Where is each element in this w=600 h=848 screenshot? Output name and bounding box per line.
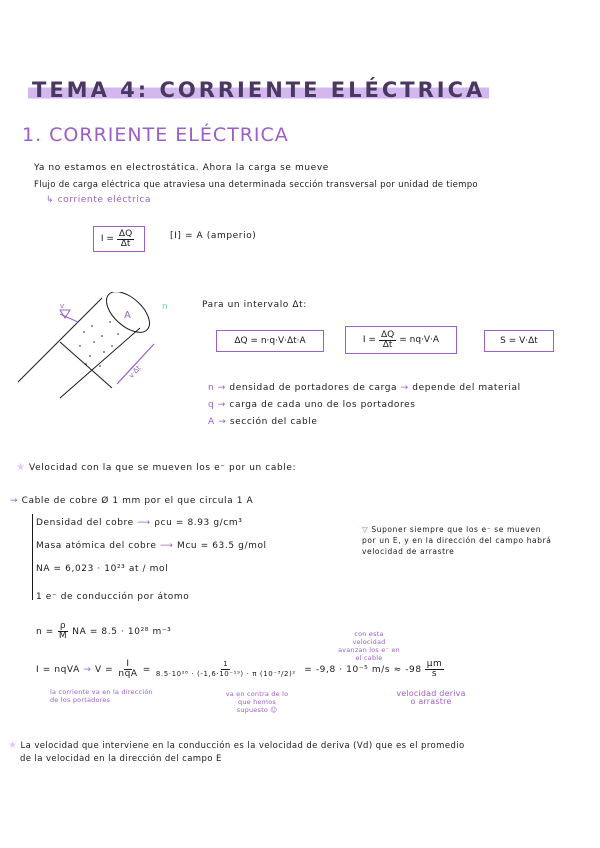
interval-heading: Para un intervalo Δt: <box>202 300 307 310</box>
intro-arrow-note: ↳ corriente eléctrica <box>46 195 152 205</box>
item-density: Densidad del cobre ⟶ ρcu = 8.93 g/cm³ <box>36 518 243 528</box>
n-formula-den: M <box>58 631 68 641</box>
velocity-heading-text: Velocidad con la que se mueven los e⁻ por un cable: <box>29 463 297 473</box>
section-title: 1. CORRIENTE ELÉCTRICA <box>22 124 289 146</box>
v-fraction <box>116 660 139 679</box>
legend-text-q: carga de cada uno de los portadores <box>229 400 416 410</box>
diagram-label-vdt: v·Δt <box>127 364 143 380</box>
charge-formula-box: ΔQ = n·q·V·Δt·A <box>216 330 324 352</box>
current-formula-box <box>345 326 457 354</box>
note-right: velocidad deriva o arrastre <box>396 689 466 706</box>
n-formula <box>36 622 171 641</box>
legend-row-a: A → sección del cable <box>208 417 318 427</box>
legend-row-n: n → densidad de portadores de carga → depende del material <box>208 383 521 393</box>
assumption-note <box>362 524 552 557</box>
note-left: la corriente va en la dirección de los portadores <box>50 688 153 704</box>
v-num: I <box>126 659 130 669</box>
current-definition-box <box>93 226 145 252</box>
box2-den: Δt <box>382 339 393 350</box>
v-den: nqA <box>118 669 138 679</box>
box2-lhs: I = <box>362 335 376 345</box>
diagram-label-v: v <box>60 302 65 310</box>
current-den: Δt <box>120 238 131 249</box>
assumption-note-text: Suponer siempre que los e⁻ se mueven por un E, y en la dirección del campo habrá velocidad de arrastre <box>362 525 552 556</box>
current-lhs: I = <box>100 234 114 244</box>
legend-sym-a: A <box>208 417 215 427</box>
big-num: 1 <box>223 660 229 668</box>
current-num: ΔQ <box>118 228 133 239</box>
box2-fraction <box>379 331 396 350</box>
distance-formula-box: S = V·Δt <box>484 330 554 352</box>
item-avogadro <box>36 564 168 574</box>
warning-icon: ▽ <box>362 525 372 534</box>
note-mid: va en contra de lo que hemos supuesto ☺ <box>225 690 289 714</box>
n-formula-fraction <box>57 622 69 641</box>
final-text-1: La velocidad que interviene en la conducción es la velocidad de deriva (Vd) que es el promedio <box>20 741 465 751</box>
page-title: TEMA 4: CORRIENTE ELÉCTRICA <box>28 78 489 102</box>
item-mass: Masa atómica del cobre ⟶ Mcu = 63.5 g/mol <box>36 541 267 551</box>
note-top: con esta velocidad avanzan los e⁻ en el cable <box>338 630 400 662</box>
cable-line: → Cable de cobre Ø 1 mm por el que circula 1 A <box>10 496 254 506</box>
result-unit-num: μm <box>426 659 443 669</box>
current-fraction <box>117 230 134 249</box>
n-formula-lhs: n = <box>36 626 54 637</box>
n-formula-rhs: NA = 8.5 · 10²⁸ m⁻³ <box>72 626 172 637</box>
result-unit <box>425 660 445 679</box>
current-units: [I] = A (amperio) <box>170 231 257 241</box>
item-avogadro-value: at / mol <box>128 564 169 574</box>
v-formula: V = <box>94 664 114 675</box>
item-electron: 1 e⁻ de conducción por átomo <box>36 592 190 602</box>
item-mass-value: Mcu = 63.5 g/mol <box>176 541 267 551</box>
star-icon: ★ <box>8 740 18 751</box>
intro-line-1: Ya no estamos en electrostática. Ahora la carga se mueve <box>34 163 329 173</box>
wire-diagram <box>14 292 174 402</box>
cable-text: Cable de cobre Ø 1 mm por el que circula 1 A <box>21 496 254 506</box>
diagram-label-a: A <box>124 310 131 321</box>
diagram-label-n: n <box>162 302 168 312</box>
item-density-value: ρcu = 8.93 g/cm³ <box>154 518 243 528</box>
intro-line-2: Flujo de carga eléctrica que atraviesa una determinada sección transversal por unidad de tiempo <box>34 180 478 190</box>
n-formula-num: ρ <box>59 621 67 631</box>
legend-sym-n: n <box>208 383 215 393</box>
box2-rhs: = nq·V·A <box>399 335 440 345</box>
velocity-result: = -9,8 · 10⁻⁵ m/s ≈ -98 <box>304 664 422 675</box>
box2-num: ΔQ <box>380 329 395 340</box>
legend-text-n: densidad de portadores de carga <box>229 383 398 393</box>
final-line-2: de la velocidad en la dirección del campo E <box>20 754 222 764</box>
legend-row-q: q → carga de cada uno de los portadores <box>208 400 416 410</box>
legend-extra-n: depende del material <box>412 383 521 393</box>
star-icon: ★ <box>16 462 26 473</box>
velocity-heading <box>16 462 296 473</box>
legend-text-a: sección del cable <box>229 417 318 427</box>
item-avogadro-text: NA = 6,023 · 10²³ <box>36 564 126 574</box>
legend-sym-q: q <box>208 400 215 410</box>
i-formula: I = nqVA <box>36 664 80 675</box>
item-mass-text: Masa atómica del cobre <box>36 541 157 551</box>
final-line-1 <box>8 740 465 751</box>
velocity-calculation: I = nqVA → V = $\frac{I}{\text{nqA}}$ = $\frac{1}{\text{8.5·10²⁸ · (-1,6·10⁻¹⁹) · π (10⁻³/2)²}}$ = -9,8 · 10⁻⁵ m/s ≈ -98 $\frac{\mu m}{s}$ <box>36 659 443 679</box>
result-unit-den: s <box>431 669 438 679</box>
item-density-text: Densidad del cobre <box>36 518 134 528</box>
big-fraction <box>154 660 298 679</box>
bracket-line <box>32 514 33 600</box>
big-den: 8.5·10²⁸ · (-1,6·10⁻¹⁹) · π (10⁻³/2)² <box>155 670 296 678</box>
